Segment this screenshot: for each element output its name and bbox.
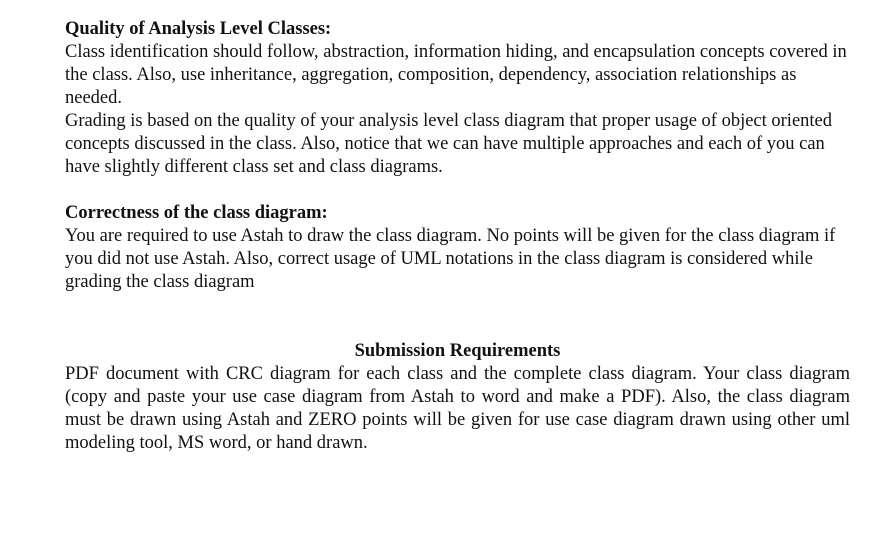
- submission-paragraph: PDF document with CRC diagram for each class and the complete class diagram. Your class diagram (copy and paste your use case diagram from Astah to word and make a PDF). Also, the class diagram must be drawn using Astah and ZERO points will be given for use case diagram drawn using other uml modeling tool, MS word, or hand drawn.: [65, 364, 850, 453]
- section-spacer: [65, 179, 850, 202]
- correctness-heading: Correctness of the class diagram:: [65, 203, 328, 223]
- document-page: [65, 18, 850, 455]
- submission-section: [65, 340, 850, 455]
- submission-heading: Submission Requirements: [354, 341, 561, 361]
- quality-heading: Quality of Analysis Level Classes:: [65, 19, 332, 39]
- correctness-paragraph: You are required to use Astah to draw the class diagram. No points will be given for the class diagram if you did not use Astah. Also, correct usage of UML notations in the class diagram is considered while grading the class diagram: [65, 226, 836, 292]
- quality-section: [65, 18, 850, 179]
- quality-paragraph-1: Class identification should follow, abstraction, information hiding, and encapsulation concepts covered in the class. Also, use inheritance, aggregation, composition, dependency, association relationships as needed.: [65, 42, 847, 108]
- correctness-section: [65, 202, 850, 294]
- section-spacer-large: [65, 294, 850, 340]
- quality-paragraph-2: Grading is based on the quality of your analysis level class diagram that proper usage of object oriented concepts discussed in the class. Also, notice that we can have multiple approaches and each of you can have slightly different class set and class diagrams.: [65, 111, 833, 177]
